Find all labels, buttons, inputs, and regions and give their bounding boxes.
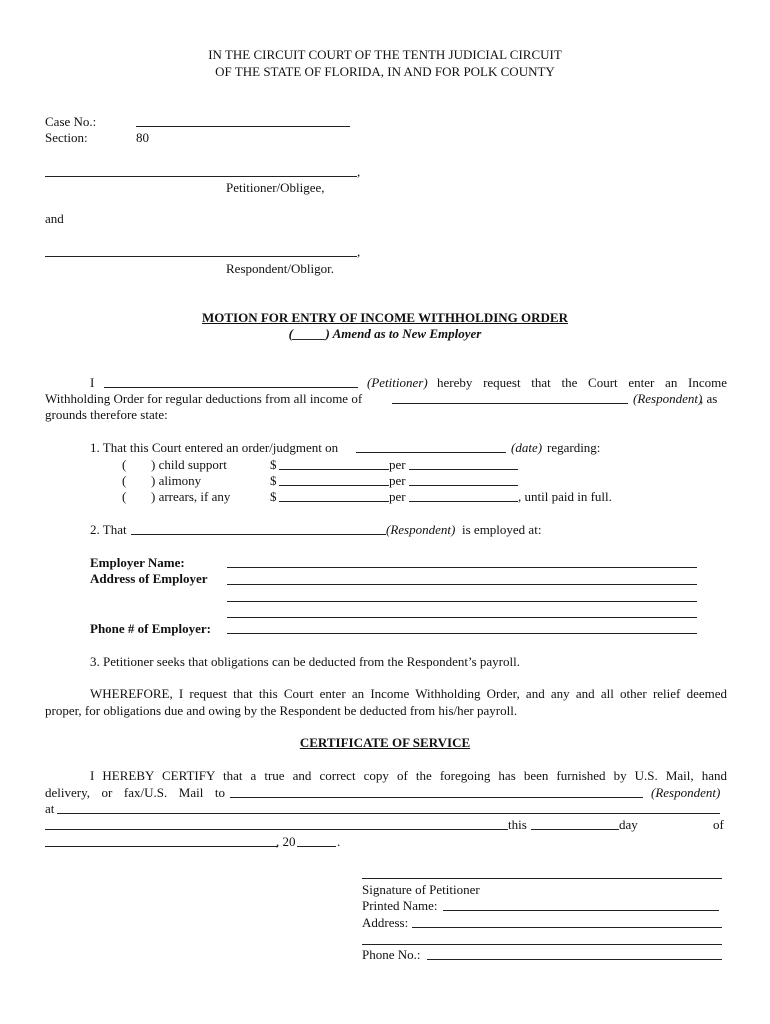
intro-line3: grounds therefore state: bbox=[45, 407, 168, 422]
item3-text: 3. Petitioner seeks that obligations can be deducted from the Respondent’s payroll. bbox=[90, 654, 520, 669]
service-address-field-2[interactable] bbox=[45, 829, 508, 830]
amount-field[interactable] bbox=[279, 469, 389, 470]
employer-phone-label: Phone # of Employer: bbox=[90, 621, 211, 636]
section-label: Section: bbox=[45, 130, 88, 145]
respondent-comma: , bbox=[357, 244, 361, 259]
service-year-field[interactable] bbox=[297, 846, 336, 847]
wherefore-line2: proper, for obligations due and owing by the Respondent be deducted from his/her payroll. bbox=[45, 703, 518, 718]
service-name-field[interactable] bbox=[230, 797, 643, 798]
respondent-employed-field[interactable] bbox=[131, 534, 386, 535]
employer-address-field-1[interactable] bbox=[227, 584, 697, 585]
certificate-line1: I HEREBY CERTIFY that a true and correct copy of the foregoing has been furnished by U.S. Mail, hand bbox=[90, 768, 727, 783]
amount-field[interactable] bbox=[279, 501, 389, 502]
service-address-field-1[interactable] bbox=[57, 813, 720, 814]
petitioner-name-intro-field[interactable] bbox=[104, 387, 358, 388]
item1-date-tag: (date) bbox=[511, 440, 543, 455]
amount-field[interactable] bbox=[279, 485, 389, 486]
and-text: and bbox=[45, 211, 64, 226]
certificate-this: this bbox=[508, 817, 527, 832]
service-month-field[interactable] bbox=[45, 846, 278, 847]
address-label: Address: bbox=[362, 915, 409, 930]
motion-title: MOTION FOR ENTRY OF INCOME WITHHOLDING ORDER bbox=[202, 310, 568, 325]
certificate-respondent-tag: (Respondent) bbox=[651, 785, 721, 800]
respondent-name-field[interactable] bbox=[45, 256, 357, 257]
address-field-2[interactable] bbox=[362, 944, 722, 945]
wherefore-line1: WHEREFORE, I request that this Court enter an Income Withholding Order, and any and all other relief deemed bbox=[90, 686, 727, 701]
option-label: ) arrears, if any bbox=[151, 489, 231, 504]
respondent-label: Respondent/Obligor. bbox=[226, 261, 334, 276]
section-value: 80 bbox=[136, 130, 149, 145]
employer-address-field-2[interactable] bbox=[227, 601, 697, 602]
per-text: per bbox=[389, 457, 406, 472]
signature-label: Signature of Petitioner bbox=[362, 882, 480, 897]
phone-field[interactable] bbox=[427, 959, 722, 960]
employer-address-label: Address of Employer bbox=[90, 571, 208, 586]
signature-field[interactable] bbox=[362, 878, 722, 879]
dollar-sign: $ bbox=[270, 473, 277, 488]
per-text: per bbox=[389, 473, 406, 488]
employer-name-field[interactable] bbox=[227, 567, 697, 568]
option-label: ) alimony bbox=[151, 473, 202, 488]
certificate-of: of bbox=[713, 817, 724, 832]
certificate-year-suffix: . bbox=[337, 834, 341, 849]
period-field[interactable] bbox=[409, 485, 518, 486]
employer-phone-field[interactable] bbox=[227, 633, 697, 634]
dollar-sign: $ bbox=[270, 457, 277, 472]
petitioner-comma: , bbox=[357, 164, 361, 179]
item2-respondent-tag: (Respondent) bbox=[386, 522, 456, 537]
intro-as: , as bbox=[700, 391, 718, 406]
court-header-line1: IN THE CIRCUIT COURT OF THE TENTH JUDICIAL CIRCUIT bbox=[208, 47, 562, 62]
certificate-at: at bbox=[45, 801, 55, 816]
printed-name-field[interactable] bbox=[443, 910, 719, 911]
employer-address-field-3[interactable] bbox=[227, 617, 697, 618]
period-field[interactable] bbox=[409, 501, 518, 502]
dollar-sign: $ bbox=[270, 489, 277, 504]
case-no-label: Case No.: bbox=[45, 114, 97, 129]
printed-name-label: Printed Name: bbox=[362, 898, 438, 913]
address-field-1[interactable] bbox=[412, 927, 722, 928]
checkbox-child-support[interactable]: ( bbox=[122, 457, 127, 472]
certificate-title: CERTIFICATE OF SERVICE bbox=[299, 735, 471, 750]
court-header-line2: OF THE STATE OF FLORIDA, IN AND FOR POLK COUNTY bbox=[215, 64, 555, 79]
item1-prefix: 1. That this Court entered an order/judgment on bbox=[90, 440, 339, 455]
employer-name-label: Employer Name: bbox=[90, 555, 185, 570]
checkbox-arrears[interactable]: ( bbox=[122, 489, 127, 504]
order-date-field[interactable] bbox=[356, 452, 506, 453]
until-paid-text: , until paid in full. bbox=[518, 489, 612, 504]
item2-prefix: 2. That bbox=[90, 522, 127, 537]
intro-petitioner-tag: (Petitioner) bbox=[367, 375, 428, 390]
respondent-name-intro-field[interactable] bbox=[392, 403, 628, 404]
intro-rest1: hereby request that the Court enter an Income bbox=[437, 375, 727, 390]
checkbox-alimony[interactable]: ( bbox=[122, 473, 127, 488]
intro-line2: Withholding Order for regular deductions from all income of bbox=[45, 391, 363, 406]
intro-respondent-tag: (Respondent) bbox=[633, 391, 703, 406]
item1-regarding: regarding: bbox=[547, 440, 601, 455]
petitioner-name-field[interactable] bbox=[45, 176, 357, 177]
certificate-line2: delivery, or fax/U.S. Mail to bbox=[45, 785, 225, 800]
certificate-day: day bbox=[619, 817, 638, 832]
certificate-year-prefix: , 20 bbox=[276, 834, 296, 849]
period-field[interactable] bbox=[409, 469, 518, 470]
motion-subtitle: (_____) Amend as to New Employer bbox=[288, 326, 482, 341]
service-day-field[interactable] bbox=[531, 829, 619, 830]
case-no-field[interactable] bbox=[136, 126, 350, 127]
per-text: per bbox=[389, 489, 406, 504]
item2-suffix: is employed at: bbox=[462, 522, 542, 537]
petitioner-label: Petitioner/Obligee, bbox=[226, 180, 325, 195]
phone-label: Phone No.: bbox=[362, 947, 421, 962]
option-label: ) child support bbox=[151, 457, 227, 472]
intro-i: I bbox=[90, 375, 95, 390]
